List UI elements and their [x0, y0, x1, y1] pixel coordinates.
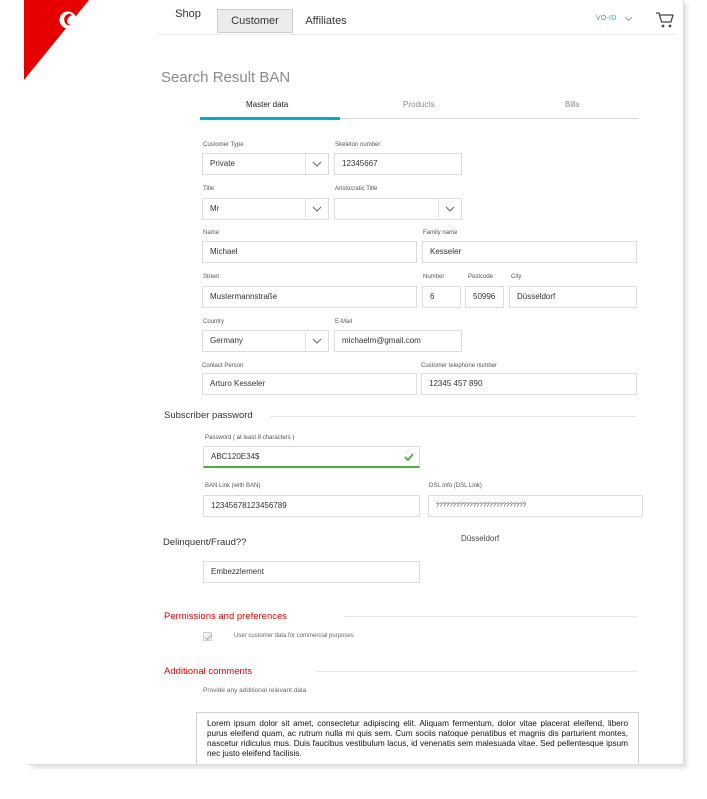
country-value: Germany	[210, 336, 243, 345]
tab-active-indicator	[200, 117, 340, 120]
title-value: Mr	[210, 204, 220, 213]
section-divider	[270, 416, 636, 417]
postcode-field[interactable]: 50996	[465, 286, 504, 308]
number-label: Number	[423, 274, 445, 280]
contact-person-label: Contact Person	[202, 363, 244, 369]
password-label: Password ( at least 8 characters )	[205, 435, 295, 441]
permissions-heading: Permissions and preferences	[164, 611, 288, 622]
tab-bills[interactable]: Bills	[565, 100, 580, 109]
aristocratic-title-label: Aristocratic Title	[335, 186, 378, 192]
ban-link-field[interactable]: 12345678123456789	[203, 495, 420, 517]
chevron-down-icon	[305, 199, 328, 219]
street-label: Street	[203, 274, 220, 280]
comments-textarea[interactable]: Lorem ipsum dolor sit amet, consectetur adipiscing elit. Aliquam fermentum, dolor vitae placerat eleifend, libero purus eleifend quam, ac rutrum nulla mi quis sem. Cum sociis natoque penatibus et magnis dis parturient montes, nascetur ridiculus mus. Duis faucibus vestibulum lacus, id venenatis sem malesuada vitae. Sed pellentesque ipsum nec justo eleifend facilisis.	[196, 712, 639, 764]
title-label: Title	[203, 186, 215, 192]
email-label: E-Mail	[335, 319, 353, 325]
commercial-use-checkbox[interactable]	[203, 632, 212, 641]
ban-link-label: BAN Link (with BAN)	[205, 483, 261, 489]
chevron-down-icon	[438, 199, 461, 219]
country-label: Country	[203, 319, 225, 325]
city-field[interactable]: Düsseldorf	[509, 286, 637, 308]
customer-phone-field[interactable]: 12345 457 890	[421, 373, 637, 395]
nav-tab-affiliates[interactable]: Affiliates	[305, 15, 347, 27]
dsl-info-label: DSL Info (DSL Link)	[429, 483, 482, 489]
section-divider	[345, 616, 638, 617]
contact-person-field[interactable]: Arturo Kesseler	[202, 373, 417, 395]
aristocratic-title-select[interactable]	[334, 198, 462, 220]
comments-hint: Provide any additional relevant data	[203, 687, 307, 694]
skeleton-number-label: Skeleton number	[335, 142, 381, 148]
section-divider	[315, 671, 638, 672]
checkmark-icon	[404, 453, 414, 461]
vodafone-logo[interactable]	[24, 0, 89, 80]
chevron-down-icon	[305, 331, 328, 351]
city-label: City	[511, 274, 522, 280]
customer-type-label: Customer Type	[203, 142, 244, 148]
name-label: Name	[203, 230, 220, 236]
chevron-down-icon	[305, 154, 328, 174]
nav-tab-customer[interactable]: Customer	[217, 9, 293, 33]
title-select[interactable]	[202, 198, 329, 220]
password-value: ABC120E34$	[211, 452, 260, 461]
delinquent-heading: Delinquent/Fraud??	[163, 537, 247, 548]
delinquent-city-text: Düsseldorf	[461, 534, 500, 543]
family-name-field[interactable]: Kesseler	[422, 241, 637, 263]
customer-phone-label: Customer telephone number	[421, 363, 498, 369]
family-name-label: Family name	[423, 230, 458, 236]
street-field[interactable]: Mustermannstraße	[202, 286, 417, 308]
nav-tab-shop[interactable]: Shop	[175, 8, 201, 20]
country-select[interactable]	[202, 330, 329, 352]
tab-products[interactable]: Products	[403, 100, 435, 109]
skeleton-number-field[interactable]: 12345667	[334, 153, 462, 175]
name-field[interactable]: Michael	[202, 241, 417, 263]
commercial-use-label: User customer data for commercial purposes	[234, 633, 354, 639]
checkmark-icon	[204, 633, 213, 642]
customer-type-select[interactable]	[202, 153, 329, 175]
page-title: Search Result BAN	[161, 69, 291, 86]
tab-master-data[interactable]: Master data	[246, 100, 289, 109]
dsl-info-field[interactable]: ???????????????????????????	[428, 495, 643, 517]
cart-icon[interactable]	[655, 11, 675, 29]
region-selector[interactable]: VO-ID	[596, 15, 617, 22]
password-field[interactable]	[203, 446, 420, 468]
additional-comments-heading: Additional comments	[164, 666, 253, 677]
customer-type-value: Private	[210, 159, 235, 168]
chevron-down-icon[interactable]	[624, 16, 633, 22]
subscriber-password-heading: Subscriber password	[164, 410, 253, 421]
number-field[interactable]: 6	[422, 286, 461, 308]
postcode-label: Postcode	[468, 274, 494, 280]
delinquent-field[interactable]: Embezzlement	[203, 561, 420, 583]
email-field[interactable]: michaelm@gmail.com	[334, 330, 462, 352]
